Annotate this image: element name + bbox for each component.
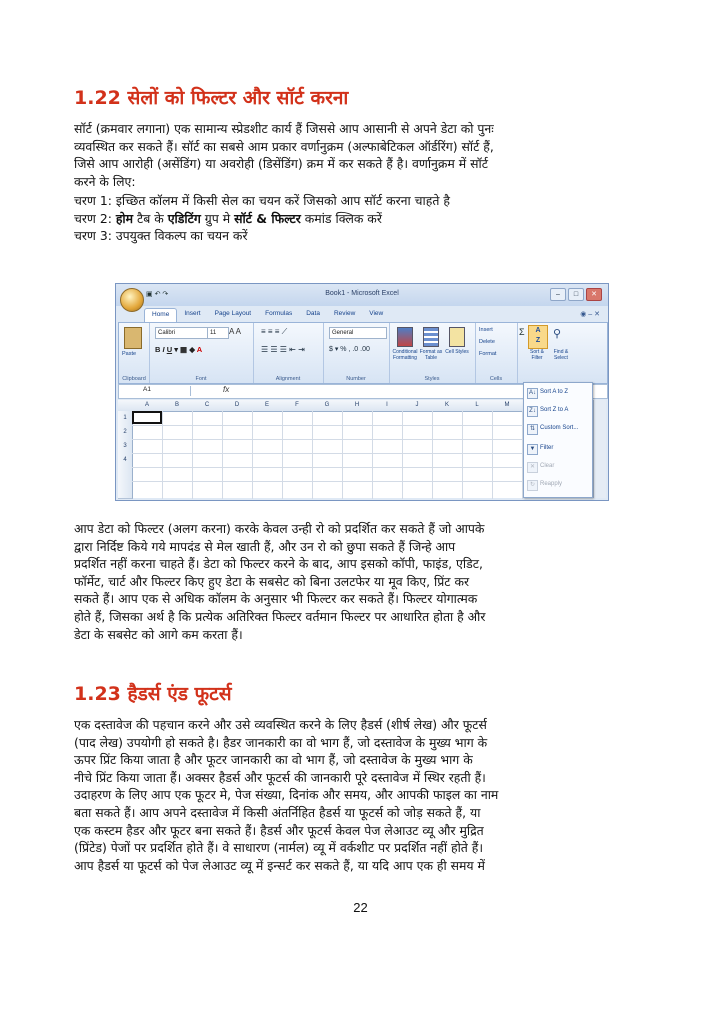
help-icon: ◉ – ✕ xyxy=(580,311,600,318)
format-as-table-icon xyxy=(423,327,439,347)
number-group xyxy=(323,323,390,383)
text-line: ऊपर प्रिंट किया जाता है और फूटर जानकारी का वो भाग हैं, जो दस्तावेज के मुख्य भाग के xyxy=(74,752,473,768)
row-header: 3 xyxy=(118,439,133,454)
clear-icon: ✕ xyxy=(527,462,538,473)
column-header: K xyxy=(432,400,463,412)
minimize-icon: – xyxy=(550,288,566,301)
styles-group xyxy=(389,323,476,383)
text-line: एक कस्टम हैडर और फूटर बना सकते हैं। हैडर्स और फूटर्स केवल पेज लेआउट व्यू और मुद्रित xyxy=(74,822,484,838)
text-line: आप हैडर्स या फूटर्स को पेज लेआउट व्यू में इन्सर्ट कर सकते हैं, या यदि आप एक ही समय में xyxy=(74,857,485,873)
menu-item-label: Sort A to Z xyxy=(540,389,569,395)
page-number: 22 xyxy=(353,900,368,915)
text-line: करने के लिए: xyxy=(74,173,136,189)
step-2 xyxy=(74,210,646,228)
text-line: बता सकते हैं। आप अपने दस्तावेज में किसी अंतर्निहित हैडर्स या फूटर्स को जोड़ सकते हैं, या xyxy=(74,804,481,820)
alignment-group-label: Alignment xyxy=(275,376,301,382)
cell-styles-label: Cell Styles xyxy=(445,349,469,355)
step-3: चरण 3: उपयुक्त विकल्प का चयन करें xyxy=(74,228,248,244)
column-header: A xyxy=(132,400,163,412)
text-line: प्रदर्शित नहीं करना चाहते हैं। डेटा को फिल्टर करने के बाद, आप इसको कॉपी, फाइंड, एडिट, xyxy=(74,556,483,572)
find-select-label: Find & Select xyxy=(553,349,569,361)
column-header: L xyxy=(462,400,493,412)
quick-access-toolbar xyxy=(146,290,168,298)
sort-intro-paragraph xyxy=(74,120,646,190)
ribbon xyxy=(118,322,608,384)
bold-italic-underline-icons: B I U ▾ ▦ ◆ A xyxy=(155,345,203,354)
sort-filter-dropdown xyxy=(523,382,593,498)
binoculars-icon: ⚲ xyxy=(553,328,562,340)
font-size-box: 11 xyxy=(207,327,229,339)
filter-icon: ▼ xyxy=(527,444,538,455)
undo-icon: ↶ xyxy=(154,291,161,298)
text-line: व्यवस्थित कर सकते हैं। सॉर्ट का सबसे आम प्रकार वर्णानुक्रम (अल्फाबेटिकल ऑर्डरिंग) सॉर्ट हैं, xyxy=(74,138,494,154)
menu-item-sort-z-to-a xyxy=(524,403,592,419)
column-header: F xyxy=(282,400,313,412)
fx-icon: fx xyxy=(223,385,230,394)
tab-review: Review xyxy=(333,310,356,317)
tab-home: Home xyxy=(144,308,177,322)
menu-item-reapply xyxy=(524,477,592,493)
name-box: A1 xyxy=(121,386,191,396)
sort-steps-list xyxy=(74,192,646,245)
text-line: होते हैं, जिसका अर्थ है कि प्रत्येक अतिरिक्त फिल्टर वर्तमान फिल्टर पर आधारित होता है और xyxy=(74,608,486,624)
office-button-icon xyxy=(120,288,144,312)
section-heading-headers-footers: 1.23 हैडर्स एंड फूटर्स xyxy=(74,683,232,705)
conditional-formatting-label: Conditional Formatting xyxy=(392,349,418,361)
text-line: द्वारा निर्दिष्ट किये गये मापदंड से मेल खाती हैं, और उन रो को छुपा सकते हैं जिन्हे आप xyxy=(74,538,456,554)
menu-item-label: Clear xyxy=(540,463,555,469)
paste-label: Paste xyxy=(122,351,137,357)
row-header: 4 xyxy=(118,453,133,468)
maximize-icon: □ xyxy=(568,288,584,301)
conditional-formatting-icon xyxy=(397,327,413,347)
column-header: C xyxy=(192,400,223,412)
row-header: 1 xyxy=(118,411,133,426)
tab-insert: Insert xyxy=(184,310,201,317)
menu-item-label: Custom Sort... xyxy=(540,425,579,431)
sort-ascending-icon: A↓ xyxy=(527,388,538,399)
cell-styles-icon xyxy=(449,327,465,347)
styles-group-label: Styles xyxy=(424,376,440,382)
column-header: D xyxy=(222,400,253,412)
row-header-extra xyxy=(118,467,133,499)
clipboard-group xyxy=(119,323,150,383)
reapply-icon: ↻ xyxy=(527,480,538,491)
menu-item-label: Sort Z to A xyxy=(540,407,569,413)
worksheet-grid xyxy=(118,400,592,498)
alignment-top-icons: ≡ ≡ ≡ ⟋ xyxy=(261,327,288,336)
menu-item-label: Reapply xyxy=(540,481,563,487)
text-line: सॉर्ट (क्रमवार लगाना) एक सामान्य स्प्रेडशीट कार्य हैं जिससे आप आसानी से अपने डेटा को पुनः xyxy=(74,121,494,136)
step-2-text: ग्रुप मे xyxy=(200,210,235,226)
format-cells-button: Format xyxy=(479,351,497,357)
alignment-bottom-icons: ☰ ☰ ☰ ⇤ ⇥ xyxy=(261,345,305,354)
menu-item-clear xyxy=(524,459,592,475)
window-title: Book1 - Microsoft Excel xyxy=(325,290,399,297)
text-line: एक दस्तावेज की पहचान करने और उसे व्यवस्थित करने के लिए हैडर्स (शीर्ष लेख) और फूटर्स xyxy=(74,717,487,732)
alignment-group xyxy=(253,323,324,383)
paste-icon xyxy=(124,327,142,349)
step-1: चरण 1: इच्छित कॉलम में किसी सेल का चयन करें जिसको आप सॉर्ट करना चाहते है xyxy=(74,193,450,208)
menu-item-filter xyxy=(524,441,592,457)
font-grow-icon: A A xyxy=(229,327,242,336)
section-heading-sort-filter: 1.22 सेलों को फिल्टर और सॉर्ट करना xyxy=(74,87,349,109)
step-2-text: कमांड क्लिक करें xyxy=(300,210,382,226)
autosum-icon: Σ xyxy=(519,327,525,337)
editing-group-ref: एडिटिंग xyxy=(167,210,201,226)
text-line: आप डेटा को फिल्टर (अलग करना) करके केवल उन्ही रो को प्रदर्शित कर सकते हैं जो आपके xyxy=(74,521,485,536)
column-header: B xyxy=(162,400,193,412)
menu-item-label: Filter xyxy=(540,445,554,451)
font-name-box: Calibri xyxy=(155,327,209,339)
column-header: E xyxy=(252,400,283,412)
text-line: (प्रिंटेड) पेजों पर प्रदर्शित होते हैं। वे साधारण (नार्मल) व्यू में वर्कशीट पर प्रदर्शित नहीं होते हैं। xyxy=(74,840,484,856)
tab-data: Data xyxy=(306,310,320,317)
text-line: जिसे आप आरोही (असेंडिंग) या अवरोही (डिसेंडिंग) क्रम में कर सकते हैं है। वर्णानुक्रम में सॉर्ट xyxy=(74,156,488,172)
clipboard-group-label: Clipboard xyxy=(122,376,146,382)
save-icon: ▣ xyxy=(146,291,153,298)
excel-title-bar xyxy=(116,284,608,306)
number-format-box: General xyxy=(329,327,387,339)
font-group-label: Font xyxy=(195,376,207,382)
home-tab-ref: होम xyxy=(115,210,134,226)
headers-footers-paragraph xyxy=(74,716,646,874)
filter-paragraph xyxy=(74,520,646,643)
tab-view: View xyxy=(369,310,384,317)
column-header: M xyxy=(492,400,523,412)
menu-item-custom-sort xyxy=(524,421,592,437)
custom-sort-icon: ⇅ xyxy=(527,424,538,435)
step-2-text: टैब के xyxy=(133,210,168,226)
column-header: G xyxy=(312,400,343,412)
number-format-icons: $ ▾ % , .0 .00 xyxy=(329,346,370,353)
text-line: डेटा के सबसेट को आगे कम करता हैं। xyxy=(74,626,243,642)
tab-formulas: Formulas xyxy=(265,310,293,317)
redo-icon: ↷ xyxy=(162,291,169,298)
excel-screenshot xyxy=(115,283,609,501)
sort-descending-icon: Z↓ xyxy=(527,406,538,417)
ribbon-tabs xyxy=(144,308,390,322)
close-icon: ✕ xyxy=(586,288,602,301)
text-line: उदाहरण के लिए आप एक फूटर मे, पेज संख्या, दिनांक और समय, और आपकी फाइल का नाम xyxy=(74,787,499,803)
sort-filter-label: Sort & Filter xyxy=(530,349,544,361)
text-line: (पाद लेख) उपयोगी हो सकते है। हैडर जानकारी का वो भाग हैं, जो दस्तावेज के मुख्य भाग के xyxy=(74,734,488,750)
menu-item-sort-a-to-z xyxy=(524,385,592,401)
cells-group-label: Cells xyxy=(489,376,503,382)
column-header: H xyxy=(342,400,373,412)
window-controls xyxy=(550,288,602,301)
text-line: फॉर्मेट, चार्ट और फिल्टर किए हुए डेटा के सबसेट को बिना उलटफेर या मूव किए, प्रिंट कर xyxy=(74,573,470,589)
selected-cell-a1 xyxy=(132,411,162,424)
column-header: I xyxy=(372,400,403,412)
number-group-label: Number xyxy=(346,376,366,382)
font-group xyxy=(149,323,254,383)
row-header: 2 xyxy=(118,425,133,440)
sort-filter-icon: A Z xyxy=(528,325,548,349)
format-as-table-label: Format as Table xyxy=(419,349,443,361)
vertical-scrollbar xyxy=(593,400,606,498)
text-line: सकते हैं। आप एक से अधिक कॉलम के अनुसार भी फिल्टर कर सकते हैं। फिल्टर योगात्मक xyxy=(74,591,478,607)
text-line: नीचे प्रिंट किया जाता हैं। अक्सर हैडर्स और फूटर्स की जानकारी पूरे दस्तावेज में स्थिर रहती हैं। xyxy=(74,769,486,785)
step-2-prefix: चरण 2: xyxy=(74,210,116,226)
cells-group xyxy=(475,323,518,383)
insert-cells-button: Insert xyxy=(479,327,493,333)
delete-cells-button: Delete xyxy=(479,339,495,345)
editing-group xyxy=(517,323,605,383)
column-header: J xyxy=(402,400,433,412)
tab-page-layout: Page Layout xyxy=(214,310,252,317)
sort-filter-command-ref: सॉर्ट & फिल्टर xyxy=(234,210,301,226)
